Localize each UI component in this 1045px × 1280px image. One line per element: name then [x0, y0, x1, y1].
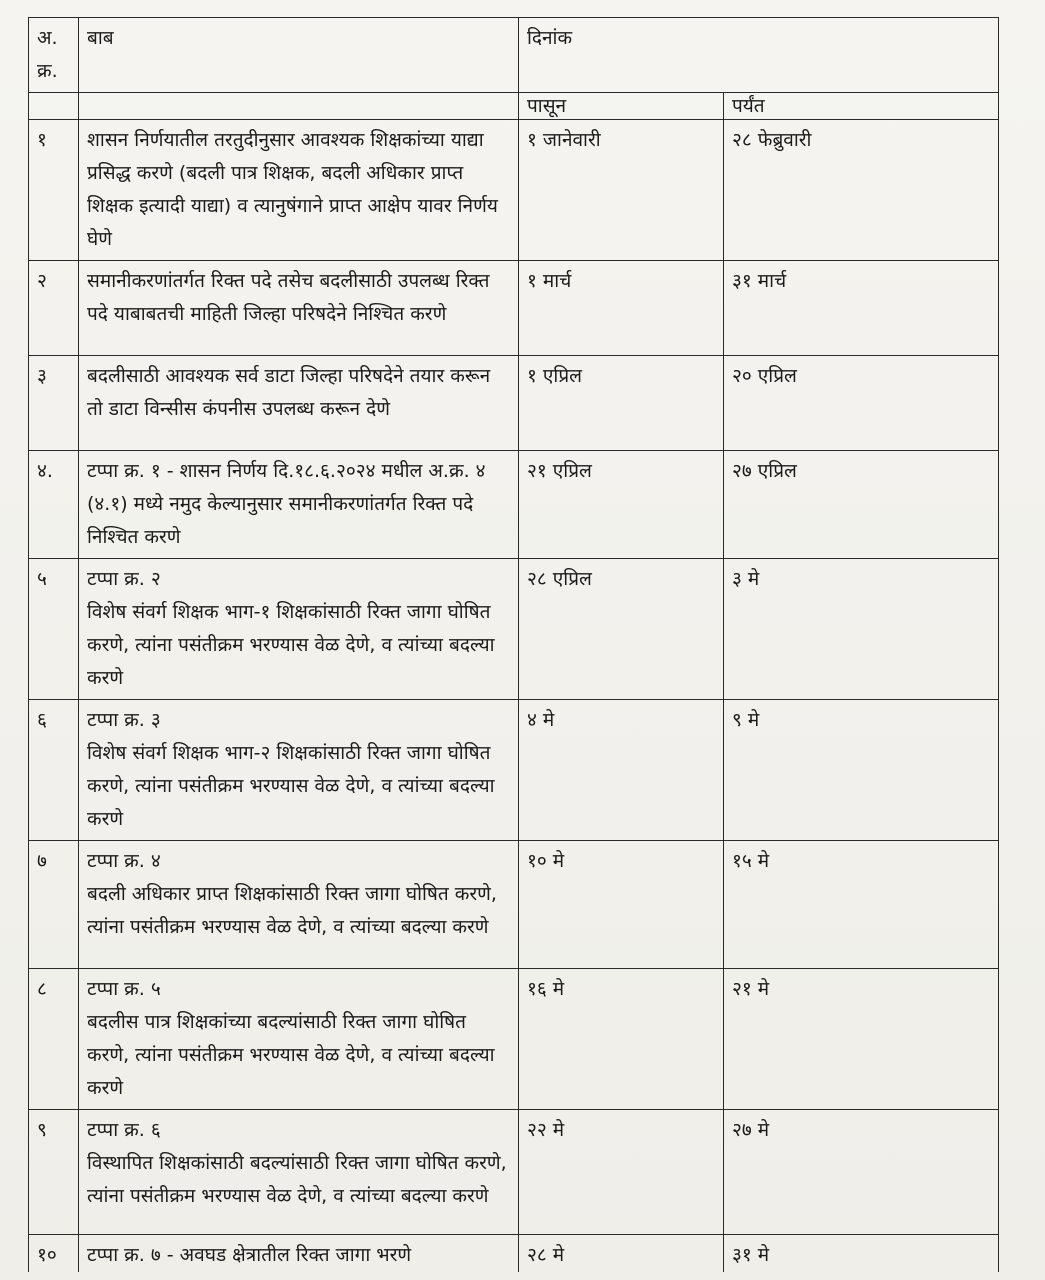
row-from-date: २१ एप्रिल [519, 451, 724, 559]
table-row [29, 1110, 999, 1235]
row-to-date: २१ मे [724, 969, 999, 1110]
header-subject: बाब [79, 18, 519, 93]
row-body: टप्पा क्र. १ - शासन निर्णय दि.१८.६.२०२४ मधील अ.क्र. ४ (४.१) मध्ये नमुद केल्यानुसार समानीकरणांतर्गत रिक्त पदे निश्चित करणे [87, 460, 486, 548]
row-body: शासन निर्णयातील तरतुदीनुसार आवश्यक शिक्षकांच्या याद्या प्रसिद्ध करणे (बदली पात्र शिक्षक, बदली अधिकार प्राप्त शिक्षक इत्यादी याद्या) व त्यानुषंगाने प्राप्त आक्षेप यावर निर्णय घेणे [87, 129, 498, 250]
row-from-date: २२ मे [519, 1110, 724, 1235]
row-body: बदलीसाठी आवश्यक सर्व डाटा जिल्हा परिषदेने तयार करून तो डाटा विन्सीस कंपनीस उपलब्ध करून देणे [87, 365, 491, 420]
table-header-row [29, 18, 999, 93]
row-to-date: ३ मे [724, 559, 999, 700]
transfer-schedule-table [28, 17, 999, 1272]
row-from-date: १ मार्च [519, 261, 724, 356]
row-subject [79, 356, 519, 451]
table-row [29, 120, 999, 261]
row-subject [79, 1110, 519, 1235]
row-stage-title: टप्पा क्र. २ [87, 568, 161, 590]
table-row [29, 559, 999, 700]
row-stage-title: टप्पा क्र. ४ [87, 850, 161, 872]
row-to-date: २७ मे [724, 1110, 999, 1235]
row-from-date: २८ मे [519, 1235, 724, 1273]
row-stage-title: टप्पा क्र. ५ [87, 978, 161, 1000]
row-sr: ८ [29, 969, 79, 1110]
table-row [29, 261, 999, 356]
row-to-date: ३१ मार्च [724, 261, 999, 356]
row-sr: ३ [29, 356, 79, 451]
row-sr: ९ [29, 1110, 79, 1235]
header-sr: अ. क्र. [29, 18, 79, 93]
row-subject [79, 841, 519, 969]
row-sr: ४. [29, 451, 79, 559]
row-body: टप्पा क्र. ७ - अवघड क्षेत्रातील रिक्त जागा भरणे [87, 1244, 412, 1266]
subheader-empty-sr [29, 93, 79, 120]
row-subject [79, 120, 519, 261]
header-to: पर्यंत [724, 93, 999, 120]
subheader-empty-subject [79, 93, 519, 120]
row-from-date: २८ एप्रिल [519, 559, 724, 700]
row-subject [79, 1235, 519, 1273]
row-subject [79, 700, 519, 841]
row-to-date: २० एप्रिल [724, 356, 999, 451]
row-subject [79, 969, 519, 1110]
row-body: समानीकरणांतर्गत रिक्त पदे तसेच बदलीसाठी उपलब्ध रिक्त पदे याबाबतची माहिती जिल्हा परिषदेने निश्चित करणे [87, 270, 490, 325]
table-subheader-row [29, 93, 999, 120]
row-subject [79, 261, 519, 356]
row-sr: ६ [29, 700, 79, 841]
row-body: विशेष संवर्ग शिक्षक भाग-२ शिक्षकांसाठी रिक्त जागा घोषित करणे, त्यांना पसंतीक्रम भरण्यास वेळ देणे, व त्यांच्या बदल्या करणे [87, 742, 495, 830]
row-from-date: १ एप्रिल [519, 356, 724, 451]
row-from-date: १६ मे [519, 969, 724, 1110]
row-from-date: १० मे [519, 841, 724, 969]
row-sr: २ [29, 261, 79, 356]
row-stage-title: टप्पा क्र. ३ [87, 709, 161, 731]
row-to-date: २८ फेब्रुवारी [724, 120, 999, 261]
table-row [29, 356, 999, 451]
row-from-date: ४ मे [519, 700, 724, 841]
table-row [29, 969, 999, 1110]
header-date: दिनांक [519, 18, 999, 93]
row-body: बदलीस पात्र शिक्षकांच्या बदल्यांसाठी रिक्त जागा घोषित करणे, त्यांना पसंतीक्रम भरण्यास वेळ देणे, व त्यांच्या बदल्या करणे [87, 1011, 495, 1099]
table-row [29, 1235, 999, 1273]
row-subject [79, 559, 519, 700]
row-to-date: ९ मे [724, 700, 999, 841]
row-sr: ७ [29, 841, 79, 969]
header-from: पासून [519, 93, 724, 120]
row-to-date: १५ मे [724, 841, 999, 969]
row-stage-title: टप्पा क्र. ६ [87, 1119, 161, 1141]
row-sr: १ [29, 120, 79, 261]
row-from-date: १ जानेवारी [519, 120, 724, 261]
row-sr: १० [29, 1235, 79, 1273]
row-body: विशेष संवर्ग शिक्षक भाग-१ शिक्षकांसाठी रिक्त जागा घोषित करणे, त्यांना पसंतीक्रम भरण्यास वेळ देणे, व त्यांच्या बदल्या करणे [87, 601, 495, 689]
table-row [29, 451, 999, 559]
row-to-date: २७ एप्रिल [724, 451, 999, 559]
row-to-date: ३१ मे [724, 1235, 999, 1273]
table-row [29, 841, 999, 969]
row-body: बदली अधिकार प्राप्त शिक्षकांसाठी रिक्त जागा घोषित करणे, त्यांना पसंतीक्रम भरण्यास वेळ देणे, व त्यांच्या बदल्या करणे [87, 883, 497, 938]
row-sr: ५ [29, 559, 79, 700]
row-subject [79, 451, 519, 559]
row-body: विस्थापित शिक्षकांसाठी बदल्यांसाठी रिक्त जागा घोषित करणे, त्यांना पसंतीक्रम भरण्यास वेळ देणे, व त्यांच्या बदल्या करणे [87, 1152, 507, 1207]
table-row [29, 700, 999, 841]
